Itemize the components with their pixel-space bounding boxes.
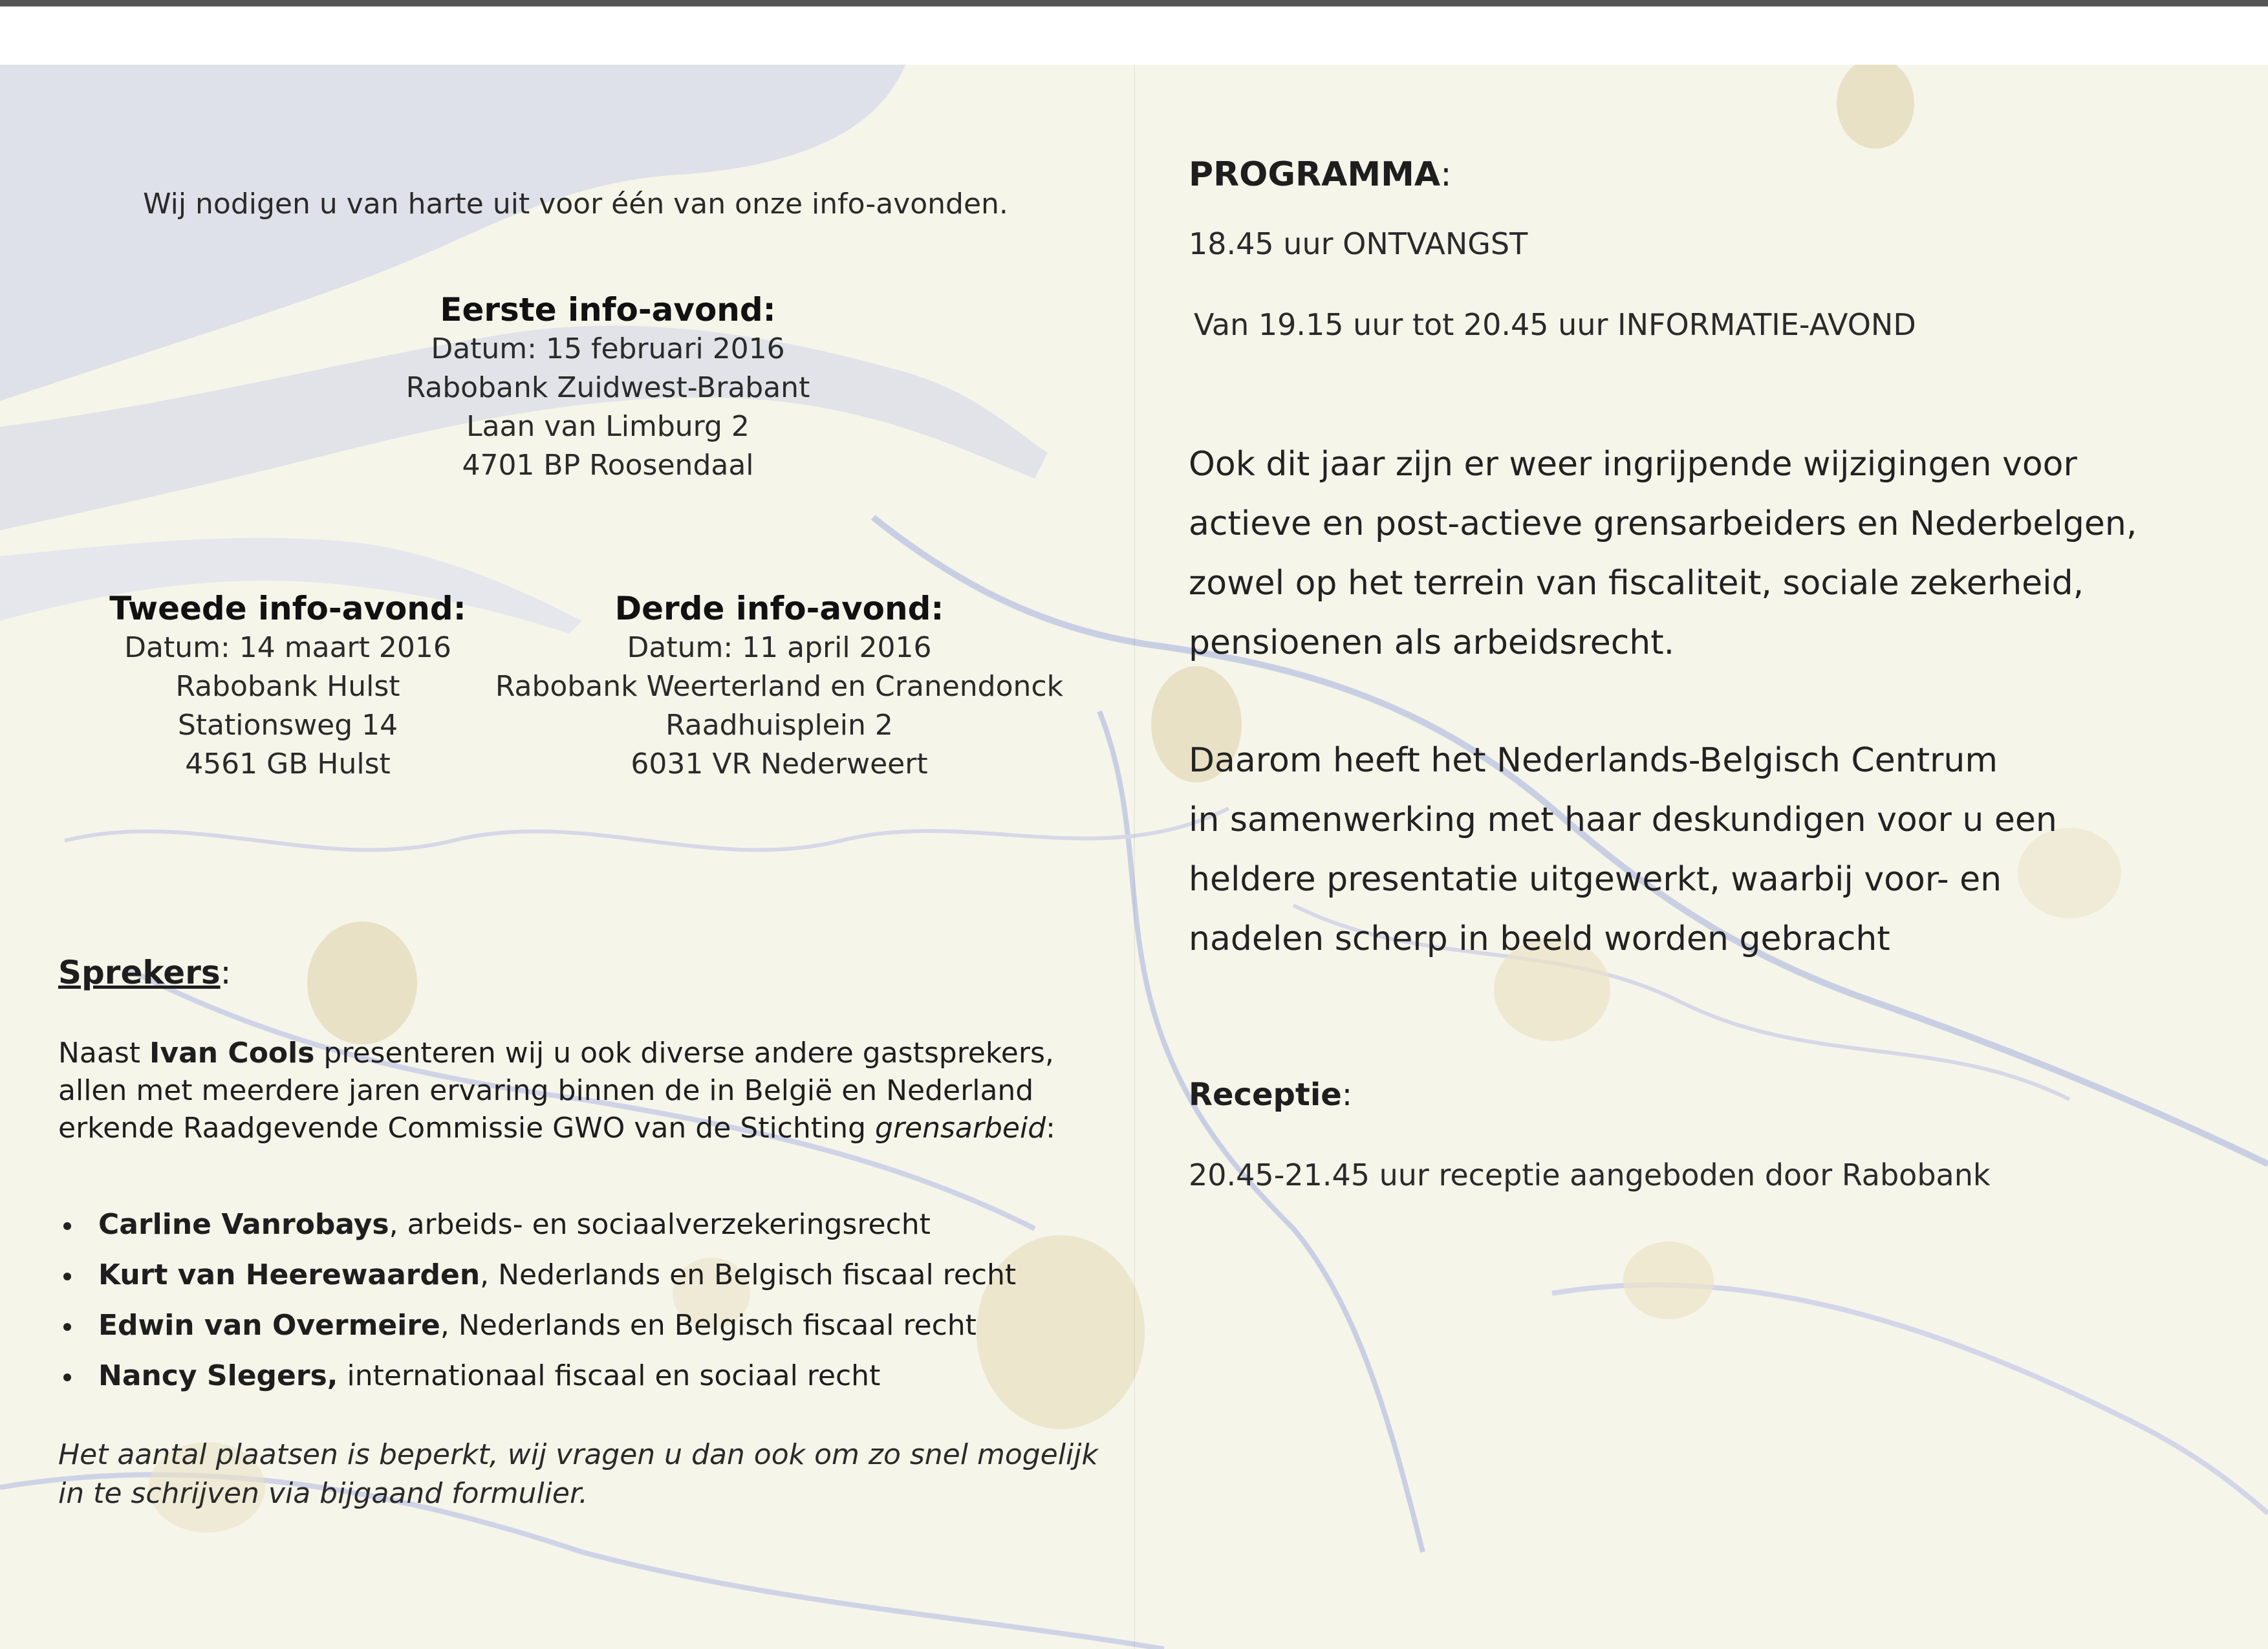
sprekers-heading: Sprekers: — [58, 954, 232, 991]
event-third — [479, 588, 1080, 784]
registration-note: Het aantal plaatsen is beperkt, wij vragen u dan ook om zo snel mogelijk in te schrijven via bijgaand formulier. — [58, 1438, 1098, 1510]
map-town — [1837, 65, 1914, 149]
event-date: Datum: 11 april 2016 — [627, 631, 932, 664]
map-town — [1623, 1242, 1714, 1319]
programma-heading: PROGRAMMA: — [1189, 155, 1452, 194]
list-item: Nancy Slegers, internationaal fiscaal en sociaal recht — [58, 1355, 1093, 1406]
programma-ontvangst: 18.45 uur ONTVANGST — [1189, 226, 1528, 261]
event-city: 6031 VR Nederweert — [631, 748, 928, 781]
main-speaker-name: Ivan Cools — [149, 1037, 315, 1070]
bullet-icon — [63, 1222, 71, 1230]
programma-informatie: Van 19.15 uur tot 20.45 uur INFORMATIE-AVOND — [1194, 307, 1916, 342]
event-city: 4561 GB Hulst — [185, 748, 391, 781]
map-border — [65, 808, 1229, 850]
bullet-icon — [63, 1374, 71, 1381]
list-item: Edwin van Overmeire, Nederlands en Belgisch fiscaal recht — [58, 1305, 1093, 1355]
receptie-line: 20.45-21.45 uur receptie aangeboden door Rabobank — [1189, 1158, 1991, 1192]
event-venue: Rabobank Weerterland en Cranendonck — [495, 670, 1064, 703]
event-title: Eerste info-avond: — [440, 291, 776, 329]
event-street: Laan van Limburg 2 — [466, 410, 750, 443]
bullet-icon — [63, 1323, 71, 1331]
sprekers-intro: Naast Ivan Cools presenteren wij u ook diverse andere gastsprekers, allen met meerdere jaren ervaring binnen de in België en Nederland erkende Raadgevende Commissie GWO van de Stichting grensarbeid: — [58, 1037, 1055, 1145]
event-title: Tweede info-avond: — [109, 590, 466, 627]
event-first — [349, 290, 867, 485]
receptie-heading: Receptie: — [1189, 1077, 1353, 1113]
event-second — [84, 588, 491, 784]
event-venue: Rabobank Zuidwest-Brabant — [405, 371, 810, 404]
event-street: Raadhuisplein 2 — [665, 709, 893, 742]
event-date: Datum: 15 februari 2016 — [431, 332, 785, 365]
top-margin-strip — [0, 0, 2268, 65]
event-venue: Rabobank Hulst — [175, 670, 400, 703]
speaker-list — [58, 1204, 1093, 1406]
bullet-icon — [63, 1273, 71, 1280]
list-item: Carline Vanrobays, arbeids- en sociaalverzekeringsrecht — [58, 1204, 1093, 1255]
event-date: Datum: 14 maart 2016 — [124, 631, 451, 664]
page-fold — [1134, 65, 1135, 1649]
event-street: Stationsweg 14 — [177, 709, 398, 742]
map-river — [1552, 1285, 2268, 1513]
map-town — [307, 921, 417, 1044]
event-title: Derde info-avond: — [614, 590, 944, 627]
paragraph-centrum: Daarom heeft het Nederlands-Belgisch Centrum in samenwerking met haar deskundigen voor u een heldere presentatie uitgewerkt, waarbij voor- en nadelen scherp in beeld worden gebracht — [1189, 741, 2057, 958]
event-city: 4701 BP Roosendaal — [462, 449, 754, 482]
invitation-text: Wij nodigen u van harte uit voor één van onze info-avonden. — [143, 188, 1008, 221]
paragraph-wijzigingen: Ook dit jaar zijn er weer ingrijpende wijzigingen voor actieve en post-actieve grensarbeiders en Nederbelgen, zowel op het terrein van fiscaliteit, sociale zekerheid, pensioenen als arbeidsrecht. — [1189, 445, 2137, 662]
list-item: Kurt van Heerewaarden, Nederlands en Belgisch fiscaal recht — [58, 1255, 1093, 1305]
